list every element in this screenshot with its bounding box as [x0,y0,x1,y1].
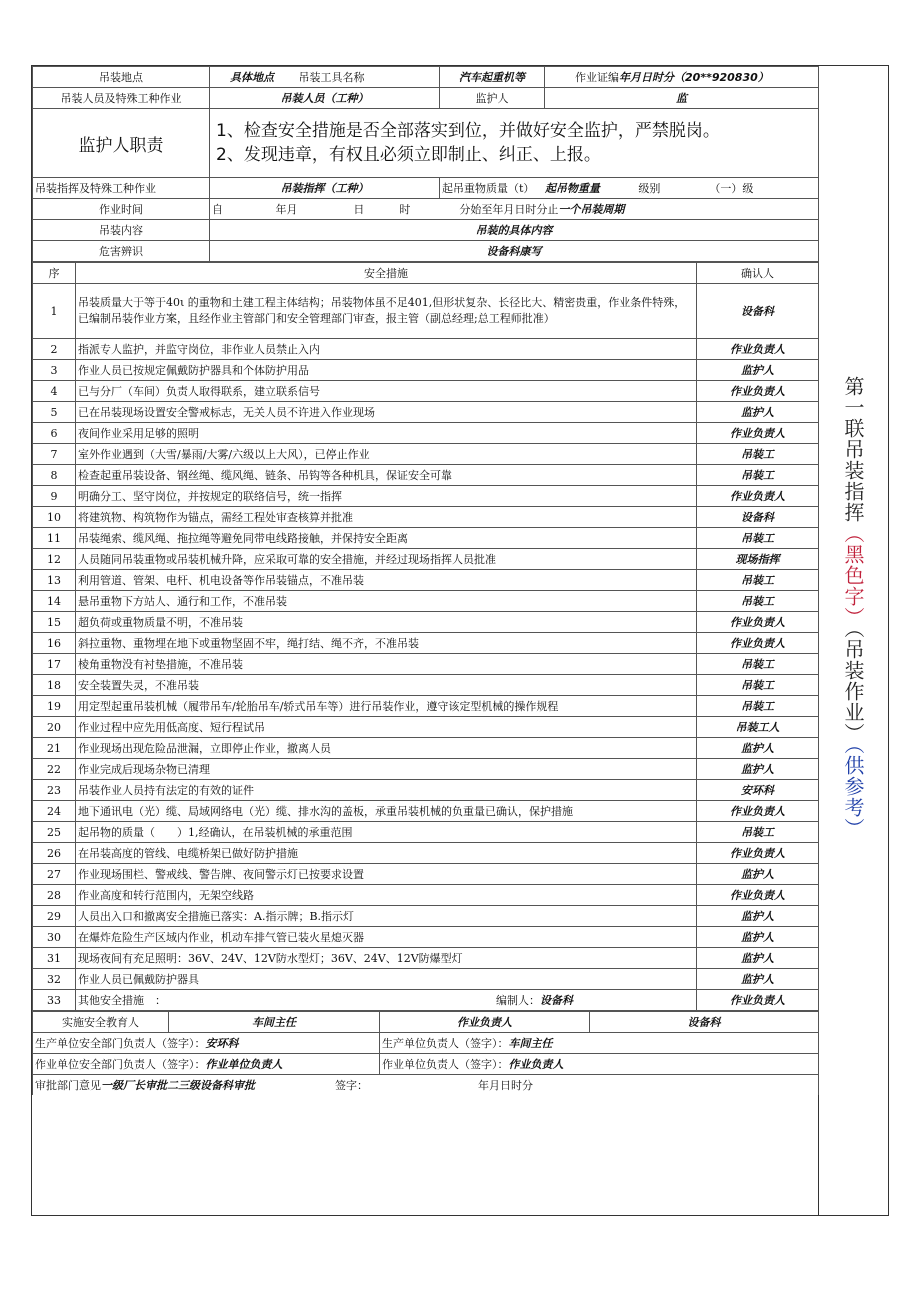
measure-confirm: 监护人 [697,402,819,423]
measure-no: 13 [33,570,76,591]
measure-text: 地下通讯电（光）缆、局域网络电（光）缆、排水沟的盖板，承重吊装机械的负重量已确认，保护措施 [76,801,697,822]
measure-text: 人员出入口和撤离安全措施已落实：A.指示牌；B.指示灯 [76,906,697,927]
measure-confirm: 吊装工 [697,696,819,717]
tool-value: 汽车起重机等 [440,67,545,88]
measure-confirm: 吊装工 [697,570,819,591]
measure-no: 12 [33,549,76,570]
measure-confirm: 作业负责人 [697,801,819,822]
weight-value: 起吊物重量 [544,182,600,195]
measure-no: 7 [33,444,76,465]
measure-row [33,738,819,759]
site-label: 吊装地点 [33,67,210,88]
measure-row [33,759,819,780]
measure-no: 20 [33,717,76,738]
measure-confirm: 吊装工 [697,654,819,675]
level-value: （一）级 [709,182,754,195]
measure-confirm: 监护人 [697,738,819,759]
time-rest: 分始至年月日时分止 [459,203,559,216]
measure-row [33,696,819,717]
measure-row [33,381,819,402]
measure-row [33,486,819,507]
measure-text: 将建筑物、构筑物作为锚点，需经工程处审查核算并批准 [76,507,697,528]
measure-row [33,822,819,843]
measure-confirm: 作业负责人 [697,423,819,444]
measure-no: 32 [33,969,76,990]
measure-confirm: 监护人 [697,927,819,948]
side-note [833,376,873,839]
content-label: 吊装内容 [33,220,210,241]
measure-confirm: 吊装工 [697,444,819,465]
measure-confirm: 现场指挥 [697,549,819,570]
personnel-label: 吊装人员及特殊工种作业 [33,88,210,109]
measure-text: 夜间作业采用足够的照明 [76,423,697,444]
measure-confirm: 作业负责人 [697,339,819,360]
time-value: 一个吊装周期 [558,203,625,216]
measure-no: 4 [33,381,76,402]
measure-confirm: 吊装工 [697,822,819,843]
measure-text: 棱角重物没有衬垫措施，不准吊装 [76,654,697,675]
compiler-value: 设备科 [540,994,573,1007]
measure-text: 已在吊装现场设置安全警戒标志，无关人员不许进入作业现场 [76,402,697,423]
measure-text: 明确分工、坚守岗位，并按规定的联络信号，统一指挥 [76,486,697,507]
date-label: 年月日时分 [478,1079,533,1092]
side-part4: （供参考） [841,744,865,839]
measure-confirm: 吊装工人 [697,717,819,738]
measure-text: 在吊装高度的管线、电缆桥架已做好防护措施 [76,843,697,864]
side-part2: （黑色字） [841,523,865,628]
measure-row [33,906,819,927]
measure-no: 16 [33,633,76,654]
measure-row [33,284,819,339]
measure-row [33,717,819,738]
measure-confirm: 作业负责人 [697,381,819,402]
work-head-label: 作业单位负责人（签字）： [382,1058,509,1071]
measure-confirm: 安环科 [697,780,819,801]
measure-text: 吊装绳索、缆风绳、拖拉绳等避免同带电线路接触，并保持安全距离 [76,528,697,549]
measure-text: 已与分厂（车间）负责人取得联系，建立联系信号 [76,381,697,402]
form-main [32,66,818,1095]
measure-row [33,402,819,423]
command-label: 吊装指挥及特殊工种 [35,182,134,195]
measure-no: 2 [33,339,76,360]
measure-text: 作业高度和转行范围内，无架空线路 [76,885,697,906]
side-part1: 第一联吊装指挥 [841,376,865,523]
measure-confirm: 作业负责人 [697,885,819,906]
measure-no: 25 [33,822,76,843]
side-part3: （吊装作业） [841,628,865,744]
measure-text: 用定型起重吊装机械（履带吊车/轮胎吊车/轿式吊车等）进行吊装作业，遵守该定型机械的操作规程 [76,696,697,717]
measure-row [33,339,819,360]
level-label: 级别 [638,182,661,195]
prod-head-value: 车间主任 [508,1037,553,1050]
measure-text: 室外作业遇到（大雪/暴雨/大雾/六级以上大风），已停止作业 [76,444,697,465]
measure-confirm: 作业负责人 [697,633,819,654]
edu-1: 车间主任 [169,1012,380,1033]
measure-text: 吊装作业人员持有法定的有效的证件 [76,780,697,801]
measure-confirm: 监护人 [697,906,819,927]
command-label2: 作业 [134,182,156,195]
time-ym: 年月 [275,203,298,216]
measure-confirm: 吊装工 [697,591,819,612]
measure-row [33,927,819,948]
measure-row [33,570,819,591]
measure-no: 10 [33,507,76,528]
measure-no: 27 [33,864,76,885]
measure-row [33,465,819,486]
measure-row [33,780,819,801]
measure-text: 现场夜间有充足照明：36V、24V、12V防水型灯；36V、24V、12V防爆型灯 [76,948,697,969]
edu-2: 作业负责人 [380,1012,590,1033]
measure-no: 1 [33,284,76,339]
duty-line2: 2、发现违章，有权且必须立即制止、纠正、上报。 [216,145,601,165]
measure-no: 18 [33,675,76,696]
row33-text: 其他安全措施 ： [78,994,166,1007]
measures-table [32,262,819,1011]
measure-text: 人员随同吊装重物或吊装机械升降，应采取可靠的安全措施，并经过现场指挥人员批准 [76,549,697,570]
guardian-value: 监 [545,88,819,109]
measure-row [33,423,819,444]
measure-row [33,612,819,633]
measure-no: 29 [33,906,76,927]
measure-no: 26 [33,843,76,864]
permit-label: 作业证编 [575,71,620,84]
measure-no: 5 [33,402,76,423]
measure-no: 14 [33,591,76,612]
measures-no-header: 序 [33,263,76,284]
measure-row [33,675,819,696]
measure-text: 作业现场出现危险品泄漏，立即停止作业，撤离人员 [76,738,697,759]
measure-confirm: 监护人 [697,948,819,969]
measure-no: 6 [33,423,76,444]
measure-confirm: 监护人 [697,864,819,885]
time-label: 作业时间 [33,199,210,220]
guardian-label: 监护人 [440,88,545,109]
time-from: 自 [212,203,223,216]
measure-no: 8 [33,465,76,486]
measure-text: 作业现场围栏、警戒线、警告牌、夜间警示灯已按要求设置 [76,864,697,885]
work-safety-value: 作业单位负责人 [205,1058,283,1071]
measure-text: 作业人员已按规定佩戴防护器具和个体防护用品 [76,360,697,381]
measure-confirm: 监护人 [697,969,819,990]
measure-no: 17 [33,654,76,675]
measure-no: 9 [33,486,76,507]
row33-confirm: 作业负责人 [697,990,819,1011]
hazard-value: 设备科康写 [210,241,819,262]
measure-text: 斜拉重物、重物埋在地下或重物坚固不牢，绳打结、绳不齐，不准吊装 [76,633,697,654]
measure-no: 15 [33,612,76,633]
measure-row [33,948,819,969]
measure-row [33,801,819,822]
measure-no: 30 [33,927,76,948]
header-table [32,66,819,262]
measure-row [33,360,819,381]
measures-body [33,284,819,990]
measure-confirm: 作业负责人 [697,843,819,864]
compiler-label: 编制人： [496,994,540,1007]
edu-3: 设备科 [590,1012,819,1033]
measure-no: 3 [33,360,76,381]
measure-confirm: 吊装工 [697,465,819,486]
measure-text: 悬吊重物下方站人、通行和工作，不准吊装 [76,591,697,612]
prod-safety-label: 生产单位安全部门负责人（签字）： [35,1037,206,1050]
measure-text: 超负荷或重物质量不明，不准吊装 [76,612,697,633]
measure-text: 起吊物的质量（ ）1,经确认，在吊装机械的承重范围 [76,822,697,843]
measure-confirm: 设备科 [697,507,819,528]
measure-row [33,528,819,549]
tool-label: 吊装工具名称 [298,71,365,84]
row33-no: 33 [33,990,76,1011]
duty-line1: 1、检查安全措施是否全部落实到位，并做好安全监护，严禁脱岗。 [216,121,720,141]
weight-label: 起吊重物质量（t） [442,182,535,195]
measure-confirm: 设备科 [697,284,819,339]
measure-text: 在爆炸危险生产区域内作业，机动车排气管已装火星熄灭器 [76,927,697,948]
prod-head-label: 生产单位负责人（签字）： [382,1037,509,1050]
measure-confirm: 吊装工 [697,528,819,549]
time-d: 日 [353,203,365,216]
measure-row [33,864,819,885]
duty-label: 监护人职责 [33,109,210,178]
measure-confirm: 作业负责人 [697,486,819,507]
measure-row [33,507,819,528]
measures-text-header: 安全措施 [76,263,697,284]
measure-row [33,633,819,654]
measure-confirm: 吊装工 [697,675,819,696]
measure-row [33,654,819,675]
measure-no: 21 [33,738,76,759]
measure-confirm: 作业负责人 [697,612,819,633]
work-safety-label: 作业单位安全部门负责人（签字）： [35,1058,206,1071]
measure-row [33,591,819,612]
permit-form [31,65,889,1216]
measure-no: 24 [33,801,76,822]
measure-text: 作业人员已佩戴防护器具 [76,969,697,990]
measure-no: 11 [33,528,76,549]
measure-text: 指派专人监护，并监守岗位，非作业人员禁止入内 [76,339,697,360]
measure-text: 作业过程中应先用低高度、短行程试吊 [76,717,697,738]
sign-label: 签字： [335,1079,368,1092]
prod-safety-value: 安环科 [205,1037,239,1050]
approve-label: 审批部门意见 [35,1079,101,1092]
measure-no: 31 [33,948,76,969]
measure-no: 19 [33,696,76,717]
measure-text: 检查起重吊装设备、钢丝绳、缆风绳、链条、吊钩等各种机具，保证安全可靠 [76,465,697,486]
measure-confirm: 监护人 [697,759,819,780]
permit-value: 年月日时分（20**920830） [619,71,769,84]
personnel-value: 吊装人员（工种） [210,88,440,109]
site-value: 具体地点 [230,71,274,84]
hazard-label: 危害辨识 [33,241,210,262]
measure-no: 28 [33,885,76,906]
measure-no: 23 [33,780,76,801]
edu-label: 实施安全教育人 [33,1012,169,1033]
approve-value: 一级厂长审批二三级设备科审批 [101,1079,255,1092]
footer-table [32,1011,819,1095]
measure-text: 作业完成后现场杂物已清理 [76,759,697,780]
work-head-value: 作业负责人 [508,1058,564,1071]
measures-confirm-header: 确认人 [697,263,819,284]
measure-no: 22 [33,759,76,780]
measure-row [33,549,819,570]
measure-row [33,444,819,465]
measure-row [33,885,819,906]
time-h: 时 [399,203,411,216]
measure-text: 利用管道、管架、电杆、机电设备等作吊装锚点，不准吊装 [76,570,697,591]
measure-confirm: 监护人 [697,360,819,381]
measure-text: 吊装质量大于等于40ι 的重物和土建工程主体结构；吊装物体虽不足401,但形状复杂、长径比大、精密贵重，作业条件特殊，已编制吊装作业方案，且经作业主管部门和安全管理部门审查，报主管（副总经理;总工程师批准） [76,284,697,339]
measure-row [33,843,819,864]
measure-row [33,969,819,990]
measure-text: 安全装置失灵，不准吊装 [76,675,697,696]
content-value: 吊装的具体内容 [210,220,819,241]
command-value: 吊装指挥（工种） [210,178,440,199]
